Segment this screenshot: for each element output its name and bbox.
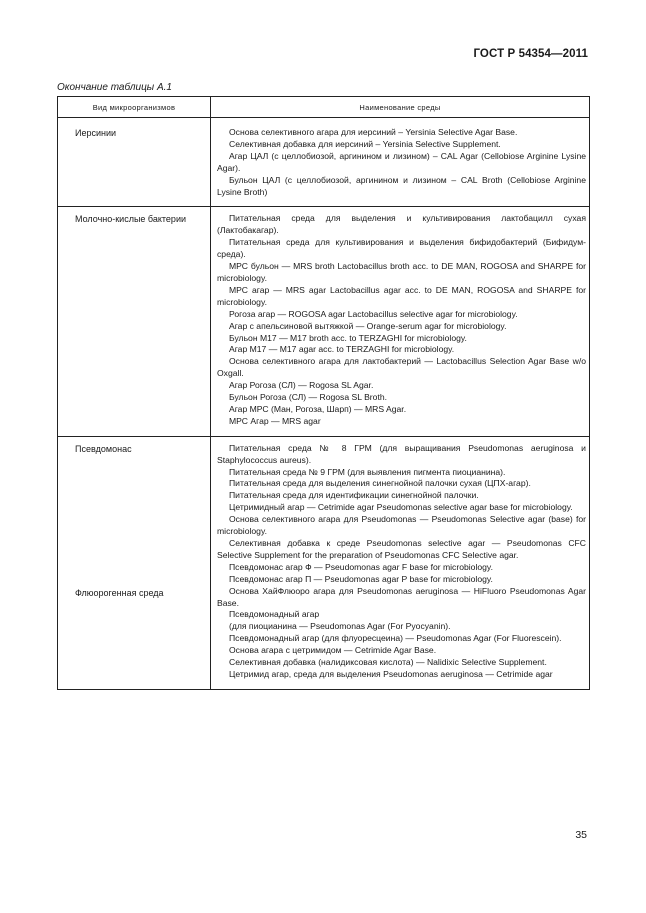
media-item: Селективная добавка для иерсиний – Yersinia Selective Supplement. bbox=[229, 138, 501, 149]
media-item: МРС агар — MRS agar Lactobacillus agar acc. to DE MAN, ROGOSA and SHARPE for microbiology. bbox=[217, 284, 586, 307]
media-item: Агар МРС (Ман, Рогоза, Шарп) — MRS Agar. bbox=[229, 403, 407, 414]
media-item: МРС Агар — MRS agar bbox=[229, 415, 321, 426]
media-item: (для пиоцианина — Pseudomonas Agar (For Pyocyanin). bbox=[229, 621, 451, 632]
media-item: Питательная среда для выделения синегнойной палочки сухая (ЦПХ-агар). bbox=[229, 478, 531, 489]
organism-cell bbox=[58, 118, 211, 207]
organism-name: Молочно-кислые бактерии bbox=[75, 214, 186, 225]
organism-name: Псевдомонас bbox=[75, 443, 132, 454]
media-item: Бульон М17 — M17 broth acc. to TERZAGHI for microbiology. bbox=[229, 332, 467, 343]
table-row bbox=[58, 207, 590, 436]
media-item: Псевдомонадный агар bbox=[229, 609, 320, 620]
organism-cell bbox=[58, 436, 211, 689]
organism-cell bbox=[58, 207, 211, 436]
media-item: Цетримидный агар — Cetrimide agar Pseudomonas selective agar base for microbiology. bbox=[229, 502, 573, 513]
media-item: Основа ХайФлюоро агара для Pseudomonas aeruginosa — HiFluoro Pseudomonas Agar Base. bbox=[217, 585, 586, 608]
media-cell bbox=[211, 118, 590, 207]
media-item: Рогоза агар — ROGOSA agar Lactobacillus selective agar for microbiology. bbox=[229, 308, 518, 319]
media-item: Питательная среда для культивирования и выделения бифидобактерий (Бифидум-среда). bbox=[217, 237, 586, 260]
media-item: Агар с апельсиновой вытяжкой — Orange-serum agar for microbiology. bbox=[229, 320, 507, 331]
media-item: Основа агара с цетримидом — Cetrimide Agar Base. bbox=[229, 645, 437, 656]
media-item: Псевдомонадный агар (для флуоресцеина) — Pseudomonas Agar (For Fluorescein). bbox=[229, 633, 562, 644]
media-item: Селективная добавка к среде Pseudomonas selective agar — Pseudomonas CFC Selective Supplement for the preparation of Pseudomonas CFC Selective agar. bbox=[217, 538, 586, 560]
media-item: Основа селективного агара для Pseudomonas — Pseudomonas Selective agar (base) for microbiology. bbox=[217, 514, 586, 537]
media-item: Агар ЦАЛ (с целлобиозой, аргинином и лизином) – CAL Agar (Cellobiose Arginine Lysine Agar). bbox=[217, 150, 586, 173]
media-item: Питательная среда для идентификации синегнойной палочки. bbox=[229, 490, 479, 501]
media-item: МРС бульон — MRS broth Lactobacillus broth acc. to DE MAN, ROGOSA and SHARPE for microbiology. bbox=[217, 261, 586, 283]
media-item: Бульон ЦАЛ (с целлобиозой, аргинином и лизином – CAL Broth (Cellobiose Arginine Lysine Broth) bbox=[217, 174, 586, 197]
media-cell bbox=[211, 207, 590, 436]
media-cell bbox=[211, 436, 590, 689]
media-item: Агар М17 — M17 agar acc. to TERZAGHI for microbiology. bbox=[229, 344, 455, 355]
media-table bbox=[57, 96, 590, 690]
media-item: Основа селективного агара для иерсиний – Yersinia Selective Agar Base. bbox=[229, 127, 518, 137]
col-header-media: Наименование среды bbox=[211, 97, 590, 118]
media-item: Основа селективного агара для лактобактерий — Lactobacillus Selection Agar Base w/o Oxgall. bbox=[217, 356, 586, 379]
col-header-organism: Вид микроорганизмов bbox=[58, 97, 211, 118]
media-item: Псевдомонас агар Ф — Pseudomonas agar F base for microbiology. bbox=[229, 561, 493, 572]
media-item: Бульон Рогоза (СЛ) — Rogosa SL Broth. bbox=[229, 392, 388, 403]
table-header-row bbox=[58, 97, 590, 118]
page-number: 35 bbox=[575, 829, 587, 841]
organism-name-secondary: Флюорогенная среда bbox=[75, 587, 164, 598]
organism-name: Иерсинии bbox=[75, 128, 117, 138]
table-row bbox=[58, 436, 590, 689]
media-item: Питательная среда для выделения и культивирования лактобацилл сухая (Лактобакагар). bbox=[217, 213, 586, 236]
media-item: Селективная добавка (налидиксовая кислота) — Nalidixic Selective Supplement. bbox=[229, 657, 547, 668]
media-item: Агар Рогоза (СЛ) — Rogosa SL Agar. bbox=[229, 380, 374, 391]
table-caption: Окончание таблицы А.1 bbox=[57, 82, 172, 93]
media-item: Питательная среда № 8 ГРМ (для выращивания Pseudomonas aeruginosa и Staphylococcus aureus). bbox=[217, 442, 586, 465]
media-item: Питательная среда № 9 ГРМ (для выявления пигмента пиоцианина). bbox=[229, 466, 506, 477]
media-item: Псевдомонас агар П — Pseudomonas agar P base for microbiology. bbox=[229, 573, 493, 584]
standard-number: ГОСТ Р 54354—2011 bbox=[473, 48, 588, 60]
table-row bbox=[58, 118, 590, 207]
media-item: Цетримид агар, среда для выделения Pseudomonas aeruginosa — Cetrimide agar bbox=[229, 668, 553, 679]
